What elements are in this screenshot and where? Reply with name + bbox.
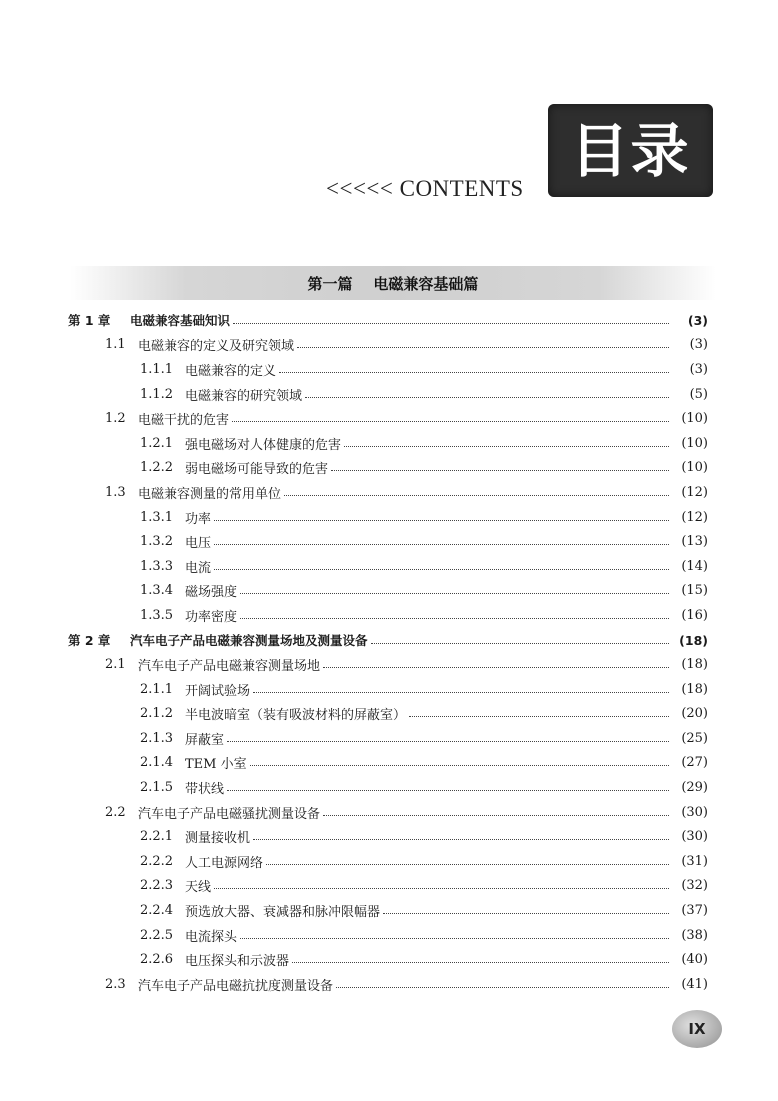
toc-entry-title: 电流 bbox=[185, 560, 212, 576]
toc-entry-number: 1.1.2 bbox=[140, 386, 174, 402]
toc-entry-title: 汽车电子产品电磁骚扰测量设备 bbox=[138, 806, 321, 822]
dot-leader bbox=[250, 765, 669, 766]
toc-entry-page: (14) bbox=[681, 558, 708, 574]
toc-entry[interactable] bbox=[68, 652, 708, 677]
toc-entry-title: 汽车电子产品电磁兼容测量场地 bbox=[138, 659, 321, 675]
toc-entry-number: 2.1.4 bbox=[140, 755, 174, 771]
toc-entry[interactable] bbox=[68, 554, 708, 579]
toc-entry-title: 电压探头和示波器 bbox=[185, 954, 290, 970]
toc-entry[interactable] bbox=[68, 947, 708, 972]
dot-leader bbox=[214, 569, 669, 570]
toc-entry-title: 电磁兼容的定义及研究领域 bbox=[138, 339, 295, 355]
toc-entry[interactable] bbox=[68, 874, 708, 899]
dot-leader bbox=[371, 643, 669, 644]
toc-entry-title: 电磁兼容的定义 bbox=[185, 363, 277, 379]
contents-label: <<<<< CONTENTS bbox=[326, 176, 524, 201]
page-number-badge bbox=[672, 1010, 722, 1048]
toc-entry[interactable] bbox=[68, 456, 708, 481]
dot-leader bbox=[383, 913, 669, 914]
toc-entry[interactable] bbox=[68, 751, 708, 776]
toc-entry-page: (5) bbox=[689, 386, 708, 402]
page-number: IX bbox=[688, 1020, 706, 1038]
toc-entry-number: 2.1.3 bbox=[140, 730, 174, 746]
toc-entry-title: 功率 bbox=[185, 511, 212, 527]
toc-entry-title: 半电波暗室（装有吸波材料的屏蔽室） bbox=[185, 708, 407, 724]
toc-entry-title: 弱电磁场可能导致的危害 bbox=[185, 462, 329, 478]
toc-entry-page: (15) bbox=[681, 583, 708, 599]
toc-entry-number: 1.3.3 bbox=[140, 558, 174, 574]
dot-leader bbox=[233, 323, 669, 324]
toc-entry-page: (10) bbox=[681, 435, 708, 451]
dot-leader bbox=[214, 544, 669, 545]
part-title: 第一篇 电磁兼容基础篇 bbox=[307, 274, 479, 293]
toc-entry-number: 2.1.5 bbox=[140, 780, 174, 796]
dot-leader bbox=[284, 495, 669, 496]
toc-entry[interactable] bbox=[68, 382, 708, 407]
toc-entry[interactable] bbox=[68, 726, 708, 751]
toc-entry-title: 磁场强度 bbox=[185, 585, 238, 601]
toc-entry-number: 2.2.6 bbox=[140, 952, 174, 968]
dot-leader bbox=[240, 593, 669, 594]
dot-leader bbox=[409, 716, 669, 717]
toc-entry-title: 电压 bbox=[185, 536, 212, 552]
toc-entry-number: 2.1.1 bbox=[140, 681, 174, 697]
toc-entry-number: 第 1 章 bbox=[68, 313, 111, 329]
toc-entry-title: 汽车电子产品电磁兼容测量场地及测量设备 bbox=[130, 633, 368, 649]
toc-entry-number: 2.2.5 bbox=[140, 927, 174, 943]
toc-entry-number: 2.3 bbox=[105, 976, 126, 992]
toc-entry-title: 屏蔽室 bbox=[185, 732, 225, 748]
toc-entry[interactable] bbox=[68, 898, 708, 923]
toc-title-block bbox=[548, 104, 713, 197]
toc-entry-page: (16) bbox=[681, 607, 708, 623]
dot-leader bbox=[279, 372, 669, 373]
toc-entry-title: 功率密度 bbox=[185, 609, 238, 625]
toc-entry[interactable] bbox=[68, 849, 708, 874]
toc-entry-number: 1.3.2 bbox=[140, 534, 174, 550]
toc-entry[interactable] bbox=[68, 529, 708, 554]
toc-entry[interactable] bbox=[68, 603, 708, 628]
toc-entry-page: (41) bbox=[681, 976, 708, 992]
toc-entry-page: (3) bbox=[689, 337, 708, 353]
dot-leader bbox=[344, 446, 669, 447]
toc-entry-number: 1.3 bbox=[105, 484, 126, 500]
toc-entry[interactable] bbox=[68, 406, 708, 431]
toc-entry[interactable] bbox=[68, 824, 708, 849]
toc-entry-number: 第 2 章 bbox=[68, 633, 111, 649]
dot-leader bbox=[266, 864, 669, 865]
toc-entry-page: (3) bbox=[689, 361, 708, 377]
toc-entry-number: 2.1.2 bbox=[140, 706, 174, 722]
toc-entry-page: (40) bbox=[681, 952, 708, 968]
dot-leader bbox=[214, 520, 669, 521]
toc-entry-title: 电磁兼容基础知识 bbox=[130, 313, 231, 329]
dot-leader bbox=[240, 618, 669, 619]
toc-entry-number: 1.3.4 bbox=[140, 583, 174, 599]
toc-entry-title: 电流探头 bbox=[185, 929, 238, 945]
toc-entry[interactable] bbox=[68, 677, 708, 702]
dot-leader bbox=[214, 888, 669, 889]
toc-entry-page: (12) bbox=[681, 509, 708, 525]
dot-leader bbox=[305, 397, 669, 398]
toc-entry[interactable] bbox=[68, 480, 708, 505]
toc-entry-page: (31) bbox=[681, 853, 708, 869]
part-heading-band bbox=[70, 266, 716, 300]
toc-entry-page: (37) bbox=[681, 903, 708, 919]
toc-entry-title: 强电磁场对人体健康的危害 bbox=[185, 437, 342, 453]
toc-entry-page: (18) bbox=[679, 632, 708, 648]
toc-entry[interactable] bbox=[68, 357, 708, 382]
toc-entry-title: 预选放大器、衰减器和脉冲限幅器 bbox=[185, 905, 381, 921]
toc-entry-number: 2.2.2 bbox=[140, 853, 174, 869]
toc-entry-page: (30) bbox=[681, 804, 708, 820]
toc-entry-title: 人工电源网络 bbox=[185, 855, 264, 871]
dot-leader bbox=[323, 667, 669, 668]
dot-leader bbox=[336, 987, 669, 988]
toc-entry-page: (12) bbox=[681, 484, 708, 500]
dot-leader bbox=[253, 839, 669, 840]
dot-leader bbox=[232, 421, 669, 422]
dot-leader bbox=[227, 790, 669, 791]
toc-entry-title: 天线 bbox=[185, 880, 212, 896]
toc-entry-number: 1.2 bbox=[105, 411, 126, 427]
toc-entry-title: 电磁兼容的研究领域 bbox=[185, 388, 303, 404]
toc-entry[interactable] bbox=[68, 431, 708, 456]
toc-title: 目录 bbox=[570, 116, 691, 185]
toc-entry[interactable] bbox=[68, 775, 708, 800]
toc-entry-page: (18) bbox=[681, 657, 708, 673]
toc-entry-page: (20) bbox=[681, 706, 708, 722]
toc-entry[interactable] bbox=[68, 579, 708, 604]
toc-entry-number: 1.2.1 bbox=[140, 435, 174, 451]
toc-entry-number: 1.2.2 bbox=[140, 460, 174, 476]
toc-entry-page: (13) bbox=[681, 534, 708, 550]
dot-leader bbox=[240, 938, 669, 939]
toc-entry[interactable] bbox=[68, 505, 708, 530]
dot-leader bbox=[297, 347, 669, 348]
toc-entry-title: 电磁干扰的危害 bbox=[138, 413, 230, 429]
toc-entry-page: (29) bbox=[681, 780, 708, 796]
toc-entry-title: 开阔试验场 bbox=[185, 683, 251, 699]
toc-entry-number: 1.3.5 bbox=[140, 607, 174, 623]
toc-entry-number: 2.2.1 bbox=[140, 829, 174, 845]
toc-entry-title: 测量接收机 bbox=[185, 831, 251, 847]
toc-entry-page: (38) bbox=[681, 927, 708, 943]
toc-entry-number: 1.1 bbox=[105, 337, 126, 353]
toc-entry[interactable] bbox=[68, 333, 708, 358]
toc-entry[interactable] bbox=[68, 800, 708, 825]
dot-leader bbox=[331, 470, 669, 471]
toc-entry-number: 1.3.1 bbox=[140, 509, 174, 525]
dot-leader bbox=[292, 962, 669, 963]
toc-entry-number: 2.2.3 bbox=[140, 878, 174, 894]
toc-entry-page: (27) bbox=[681, 755, 708, 771]
toc-entry-page: (32) bbox=[681, 878, 708, 894]
toc-chapter-entry[interactable] bbox=[68, 308, 708, 333]
toc-entry-number: 2.1 bbox=[105, 657, 126, 673]
toc-entry-number: 1.1.1 bbox=[140, 361, 174, 377]
toc-entry-page: (10) bbox=[681, 460, 708, 476]
table-of-contents bbox=[68, 308, 708, 997]
toc-entry[interactable] bbox=[68, 923, 708, 948]
toc-entry-page: (3) bbox=[687, 312, 708, 328]
dot-leader bbox=[227, 741, 669, 742]
toc-entry-number: 2.2 bbox=[105, 804, 126, 820]
toc-entry-title: 带状线 bbox=[185, 782, 225, 798]
toc-entry[interactable] bbox=[68, 702, 708, 727]
toc-entry-title: 电磁兼容测量的常用单位 bbox=[138, 486, 282, 502]
toc-chapter-entry[interactable] bbox=[68, 628, 708, 653]
toc-entry-page: (18) bbox=[681, 681, 708, 697]
toc-entry-page: (25) bbox=[681, 730, 708, 746]
toc-entry-number: 2.2.4 bbox=[140, 903, 174, 919]
dot-leader bbox=[253, 692, 669, 693]
toc-entry-title: 汽车电子产品电磁抗扰度测量设备 bbox=[138, 978, 334, 994]
dot-leader bbox=[323, 815, 669, 816]
toc-entry-page: (10) bbox=[681, 411, 708, 427]
toc-entry-page: (30) bbox=[681, 829, 708, 845]
toc-entry-title: TEM 小室 bbox=[185, 757, 247, 773]
toc-entry[interactable] bbox=[68, 972, 708, 997]
